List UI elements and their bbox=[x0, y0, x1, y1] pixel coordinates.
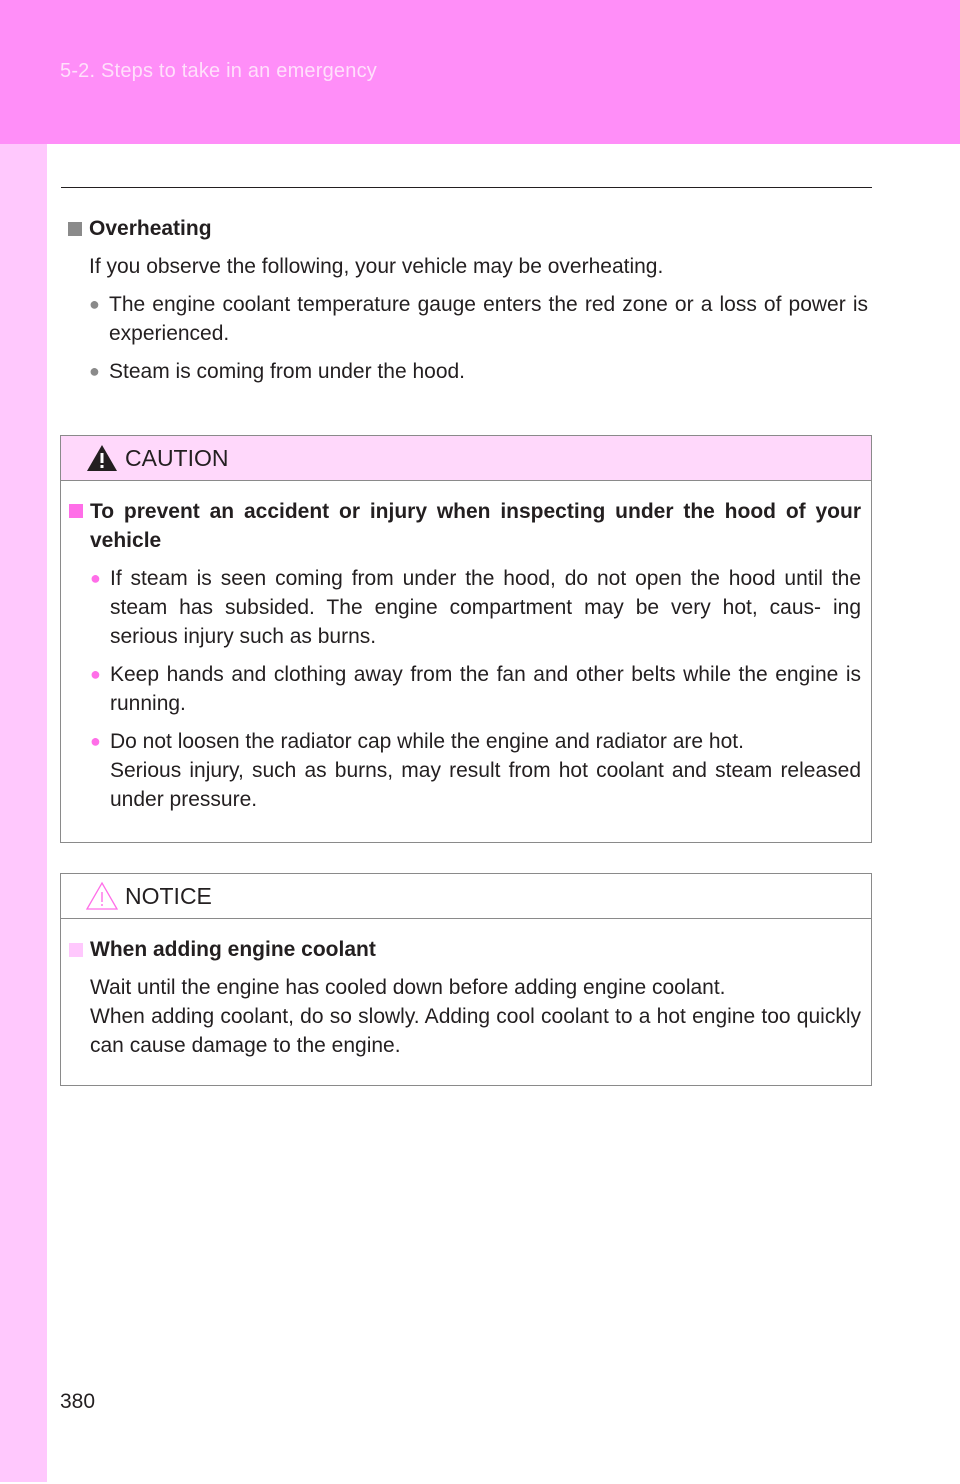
caution-box bbox=[60, 435, 872, 843]
list-item: ● The engine coolant temperature gauge enters the red zone or a loss of power is experienced. bbox=[89, 290, 868, 348]
list-item: ● Keep hands and clothing away from the fan and other belts while the engine is running. bbox=[90, 660, 861, 718]
notice-heading: When adding engine coolant bbox=[69, 935, 861, 964]
caution-body bbox=[61, 481, 871, 814]
overheating-section bbox=[68, 214, 868, 386]
circle-bullet-icon: ● bbox=[89, 294, 100, 314]
list-item: ● Steam is coming from under the hood. bbox=[89, 357, 868, 386]
notice-para: Wait until the engine has cooled down before adding engine coolant. When adding coolant, do so slowly. Adding cool coolant to a hot engine too quickly can cause damage to the engine. bbox=[90, 976, 861, 1057]
overheating-heading: Overheating bbox=[68, 214, 868, 243]
circle-bullet-icon: ● bbox=[90, 568, 101, 588]
divider bbox=[61, 187, 872, 188]
section-title: 5-2. Steps to take in an emergency bbox=[60, 60, 377, 82]
warning-outline-icon bbox=[85, 881, 119, 911]
caution-heading: To prevent an accident or injury when inspecting under the hood of your vehicle bbox=[69, 497, 861, 555]
square-bullet-icon bbox=[68, 222, 82, 236]
notice-label: NOTICE bbox=[125, 882, 212, 909]
circle-bullet-icon: ● bbox=[90, 731, 101, 751]
overheating-intro: If you observe the following, your vehicle may be overheating. bbox=[89, 255, 664, 278]
notice-header bbox=[61, 874, 871, 919]
caution-continuation: Serious injury, such as burns, may result from hot coolant and steam released under pressure. bbox=[110, 759, 861, 811]
circle-bullet-icon: ● bbox=[89, 361, 100, 381]
caution-header bbox=[61, 436, 871, 481]
warning-icon bbox=[85, 443, 119, 473]
notice-box bbox=[60, 873, 872, 1086]
caution-label: CAUTION bbox=[125, 444, 229, 471]
list-item: ● If steam is seen coming from under the hood, do not open the hood until the steam has subsided. The engine compartment may be very hot, caus- ing serious injury such as burns. bbox=[90, 564, 861, 651]
list-item: ● Do not loosen the radiator cap while the engine and radiator are hot. Serious injury, such as burns, may result from hot coolant and steam released under pressure. bbox=[90, 727, 861, 814]
notice-body bbox=[61, 919, 871, 1060]
side-strip bbox=[0, 144, 47, 1482]
square-bullet-icon bbox=[69, 943, 83, 957]
square-bullet-icon bbox=[69, 504, 83, 518]
circle-bullet-icon: ● bbox=[90, 664, 101, 684]
page-number: 380 bbox=[60, 1390, 96, 1413]
page-header bbox=[0, 0, 960, 144]
